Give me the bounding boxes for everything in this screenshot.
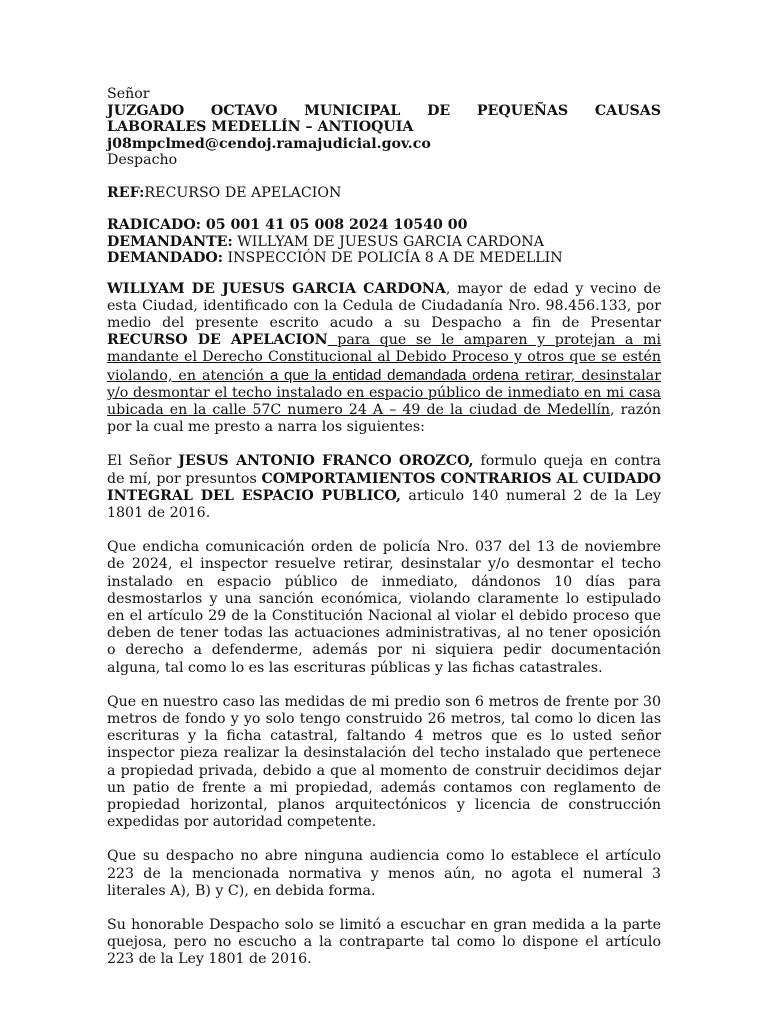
demandado-value: INSPECCIÓN DE POLICÍA 8 A DE MEDELLIN <box>223 250 563 266</box>
appeal-title: RECURSO DE APELACION <box>107 332 328 349</box>
demandante-label: DEMANDANTE: <box>107 233 233 250</box>
reference-value: RECURSO DE APELACION <box>144 184 342 201</box>
paragraph-one-sided-hearing: Su honorable Despacho solo se limitó a escuchar en gran medida a la parte quejosa, pero no escucho a la contraparte tal como lo dispone el artículo 223 de la Ley 1801 de 2016. <box>107 917 661 968</box>
reference-line <box>107 185 661 202</box>
complaint-offense: COMPORTAMIENTOS CONTRARIOS AL CUIDADO INTEGRAL DEL ESPACIO PUBLICO, <box>107 470 662 504</box>
demandante-line <box>107 234 661 251</box>
paragraph-complaint <box>107 453 661 522</box>
case-details <box>107 217 661 267</box>
demandado-line <box>107 250 661 267</box>
office-label: Despacho <box>107 152 178 168</box>
court-name-line-2: LABORALES MEDELLÍN – ANTIOQUIA <box>107 119 414 135</box>
complainant-name: JESUS ANTONIO FRANCO OROZCO, <box>178 453 474 470</box>
addressee-block <box>107 86 661 169</box>
paragraph-no-hearing: Que su despacho no abre ninguna audiencia como lo establece el artículo 223 de la mencionada normativa y menos aún, no agota el numeral 3 literales A), B) y C), en debida forma. <box>107 848 661 899</box>
complaint-text-2: formulo queja en contra de mí, por presuntos <box>107 453 661 487</box>
intro-closing: , razón por la cual me presto a narra los siguientes: <box>107 401 661 436</box>
intro-text: , mayor de edad y vecino de esta Ciudad, identificado con la Cedula de Ciudadanía Nro. 98.456.133, por medio del presente escrito acudo a su Despacho a fin de Presentar <box>107 280 661 331</box>
underlined-order-text: a que la entidad demandada ordena <box>269 366 519 384</box>
paragraph-police-order: Que endicha comunicación orden de policía Nro. 037 del 13 de noviembre de 2024, el inspector resuelve retirar, desinstalar y/o desmontar el techo instalado en espacio público de inmediato, dándonos 10 días para desmostarlos y una sanción económica, violando claramente lo estipulado en el artículo 29 de la Constitución Nacional al violar el debido proceso que deben de tener todas las actuaciones administrativas, al no tener oposición o derecho a defenderme, además por ni siquiera pedir documentación alguna, tal como lo es las escrituras públicas y las fichas catastrales. <box>107 539 661 676</box>
underlined-text-2: retirar, desinstalar y/o desmontar el techo instalado en espacio público de inmediato en mi casa ubicada en la calle 57C numero 24 A – 49 de la ciudad de Medellín <box>107 367 661 418</box>
court-name-line-1: JUZGADO OCTAVO MUNICIPAL DE PEQUEÑAS CAUSAS <box>107 102 661 119</box>
demandante-value: WILLYAM DE JUESUS GARCIA CARDONA <box>232 233 544 250</box>
complaint-text-1: El Señor <box>107 453 179 470</box>
reference-label: REF: <box>107 184 145 201</box>
court-email: j08mpclmed@cendoj.ramajudicial.gov.co <box>107 135 431 152</box>
radicado-line: RADICADO: 05 001 41 05 008 2024 10540 00 <box>107 217 468 233</box>
underlined-text-1: para que se le amparen y protejan a mi mandante el Derecho Constitucional al Debido Proceso y otros que se estén violando, en atención <box>107 332 661 384</box>
demandado-label: DEMANDADO: <box>107 250 224 266</box>
paragraph-introduction <box>107 281 661 437</box>
paragraph-property-measures: Que en nuestro caso las medidas de mi predio son 6 metros de frente por 30 metros de fondo y yo solo tengo construido 26 metros, tal como lo dicen las escrituras y la ficha catastral, faltando 4 metros que es lo usted señor inspector pieza realizar la desinstalación del techo instalado que pertenece a propiedad privada, debido a que al momento de construir decidimos dejar un patio de frente a mi propiedad, además contamos con reglamento de propiedad horizontal, planos arquitectónicos y licencia de construcción expedidas por autoridad competente. <box>107 693 661 831</box>
complaint-text-3: articulo 140 numeral 2 de la Ley 1801 de 2016. <box>107 487 662 521</box>
petitioner-name: WILLYAM DE JUESUS GARCIA CARDONA <box>107 280 446 297</box>
salutation: Señor <box>107 86 150 102</box>
document-page <box>107 86 661 969</box>
